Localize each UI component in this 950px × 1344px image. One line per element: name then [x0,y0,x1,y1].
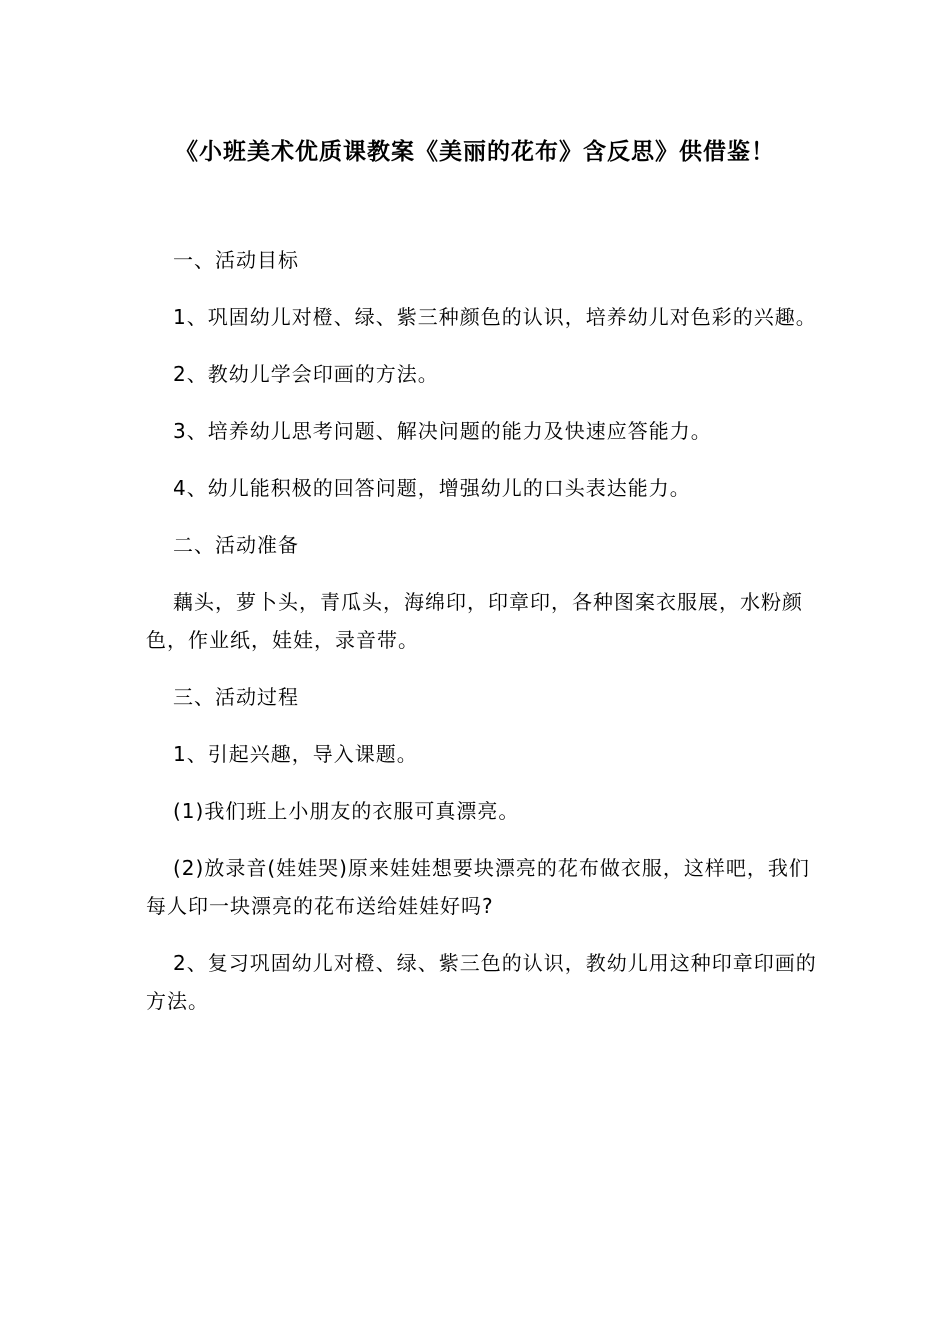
process-step-1-sub-1: (1)我们班上小朋友的衣服可真漂亮。 [173,799,520,823]
goal-item-4: 4、幼儿能积极的回答问题，增强幼儿的口头表达能力。 [173,476,691,500]
section-heading-preparation: 二、活动准备 [173,533,299,557]
process-step-1-sub-2: (2)放录音(娃娃哭)原来娃娃想要块漂亮的花布做衣服，这样吧，我们每人印一块漂亮的花布送给娃娃好吗? [146,856,810,918]
section-heading-process: 三、活动过程 [173,685,299,709]
process-step-2: 2、复习巩固幼儿对橙、绿、紫三色的认识，教幼儿用这种印章印画的方法。 [146,951,817,1013]
goal-item-2: 2、教幼儿学会印画的方法。 [173,362,439,386]
goal-item-3: 3、培养幼儿思考问题、解决问题的能力及快速应答能力。 [173,419,712,443]
document-body [146,241,826,1039]
section-heading-goals: 一、活动目标 [173,248,299,272]
document-title: 《小班美术优质课教案《美丽的花布》含反思》供借鉴！ [175,139,775,165]
process-step-1: 1、引起兴趣，导入课题。 [173,742,418,766]
preparation-materials: 藕头，萝卜头，青瓜头，海绵印，印章印，各种图案衣服展，水粉颜色，作业纸，娃娃，录音带。 [146,590,803,652]
goal-item-1: 1、巩固幼儿对橙、绿、紫三种颜色的认识，培养幼儿对色彩的兴趣。 [173,305,817,329]
